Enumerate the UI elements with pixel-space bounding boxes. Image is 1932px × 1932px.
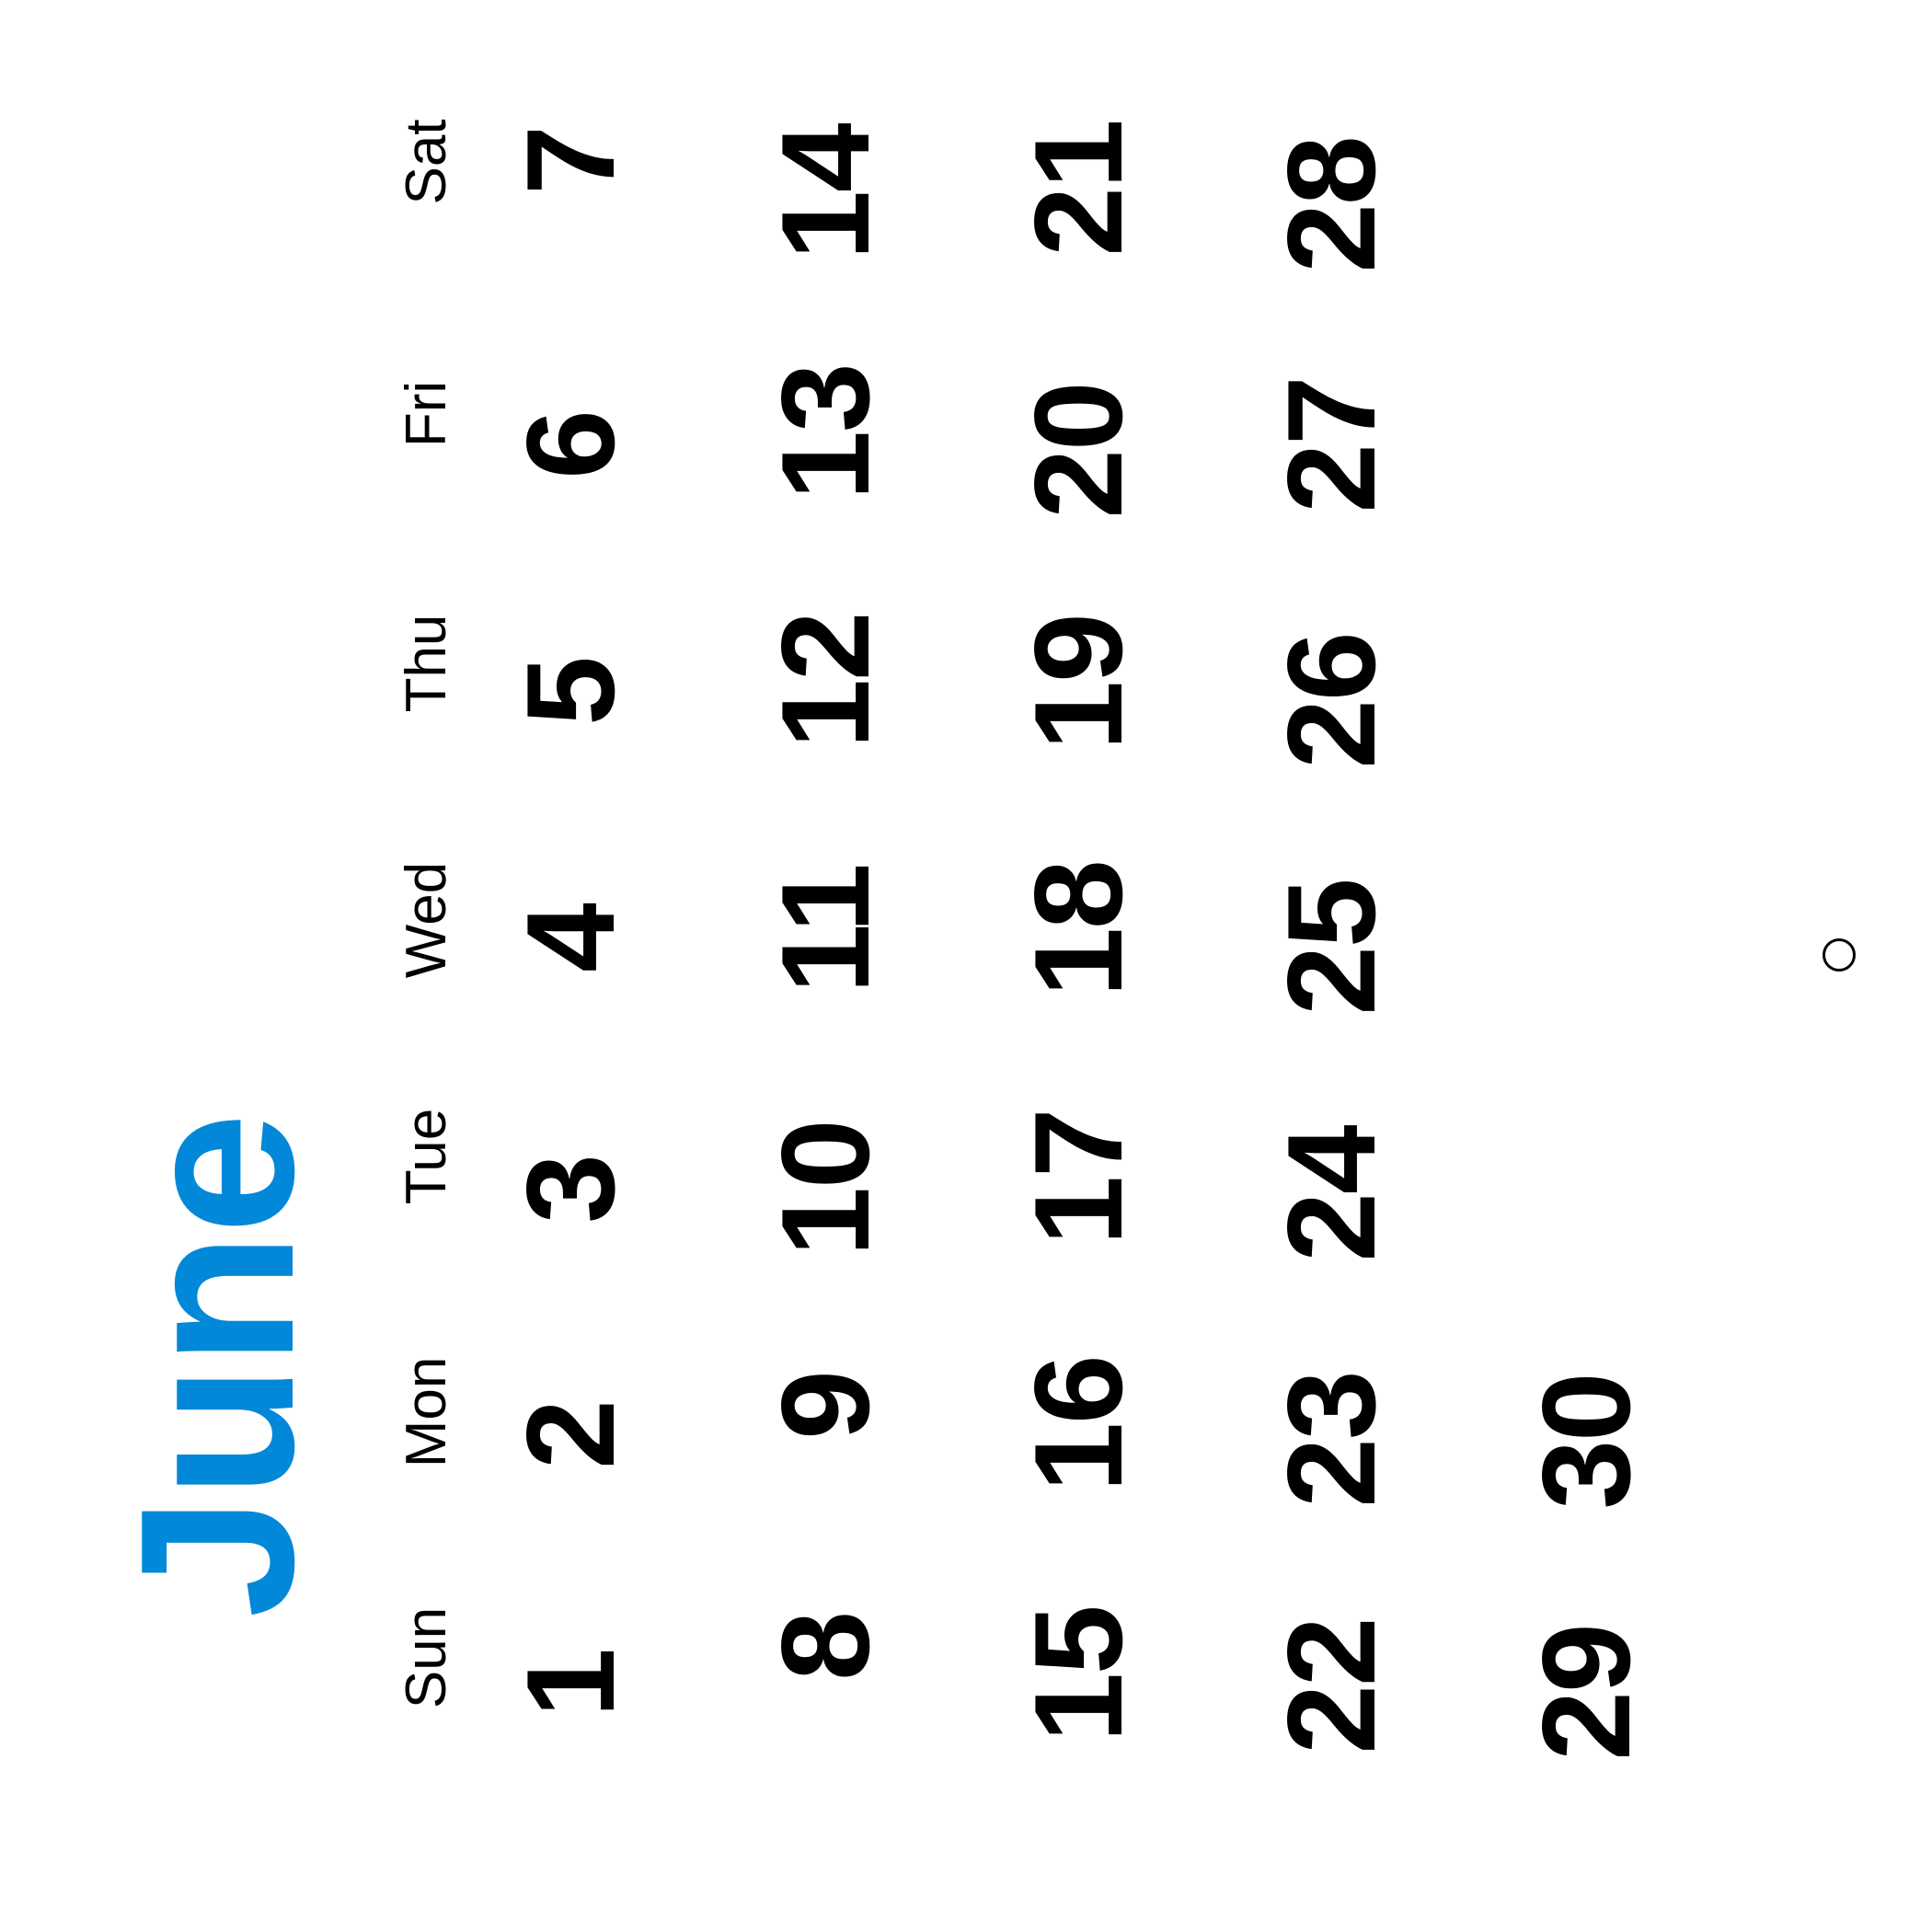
day-cell[interactable]: 19	[1008, 615, 1148, 751]
day-cell[interactable]: 1	[500, 1650, 640, 1718]
day-cell[interactable]: 28	[1261, 137, 1401, 273]
day-cell[interactable]: 5	[500, 658, 640, 726]
day-cell[interactable]: 25	[1261, 880, 1401, 1016]
weekday-thu: Thu	[395, 614, 458, 713]
weekday-fri: Fri	[395, 380, 458, 448]
day-cell[interactable]: 24	[1261, 1126, 1401, 1262]
day-cell[interactable]: 7	[500, 127, 640, 195]
weekday-sun: Sun	[395, 1606, 458, 1709]
day-cell[interactable]: 15	[1008, 1606, 1148, 1742]
day-cell[interactable]: 3	[500, 1156, 640, 1224]
day-cell[interactable]: 9	[755, 1372, 895, 1440]
day-cell[interactable]: 16	[1008, 1356, 1148, 1492]
day-cell[interactable]: 26	[1261, 633, 1401, 769]
weekday-mon: Mon	[395, 1356, 458, 1468]
day-cell[interactable]: 22	[1261, 1618, 1401, 1754]
day-cell[interactable]: 23	[1261, 1372, 1401, 1508]
weekday-tue: Tue	[395, 1108, 458, 1205]
day-cell[interactable]: 11	[755, 865, 895, 994]
day-cell[interactable]: 30	[1516, 1374, 1656, 1510]
day-cell[interactable]: 18	[1008, 861, 1148, 997]
weekday-sat: Sat	[395, 119, 458, 205]
day-cell[interactable]: 12	[755, 613, 895, 749]
day-cell[interactable]: 2	[500, 1401, 640, 1469]
month-title: June	[96, 1114, 339, 1618]
day-cell[interactable]: 27	[1261, 377, 1401, 513]
day-cell[interactable]: 10	[755, 1121, 895, 1257]
day-cell[interactable]: 6	[500, 411, 640, 479]
circle-outline-icon	[1823, 938, 1856, 972]
day-cell[interactable]: 13	[755, 364, 895, 500]
day-cell[interactable]: 21	[1008, 121, 1148, 257]
day-cell[interactable]: 4	[500, 904, 640, 972]
day-cell[interactable]: 14	[755, 124, 895, 260]
day-cell[interactable]: 20	[1008, 383, 1148, 519]
day-cell[interactable]: 17	[1008, 1110, 1148, 1246]
day-cell[interactable]: 29	[1516, 1625, 1656, 1761]
day-cell[interactable]: 8	[755, 1613, 895, 1681]
weekday-wed: Wed	[395, 861, 458, 979]
